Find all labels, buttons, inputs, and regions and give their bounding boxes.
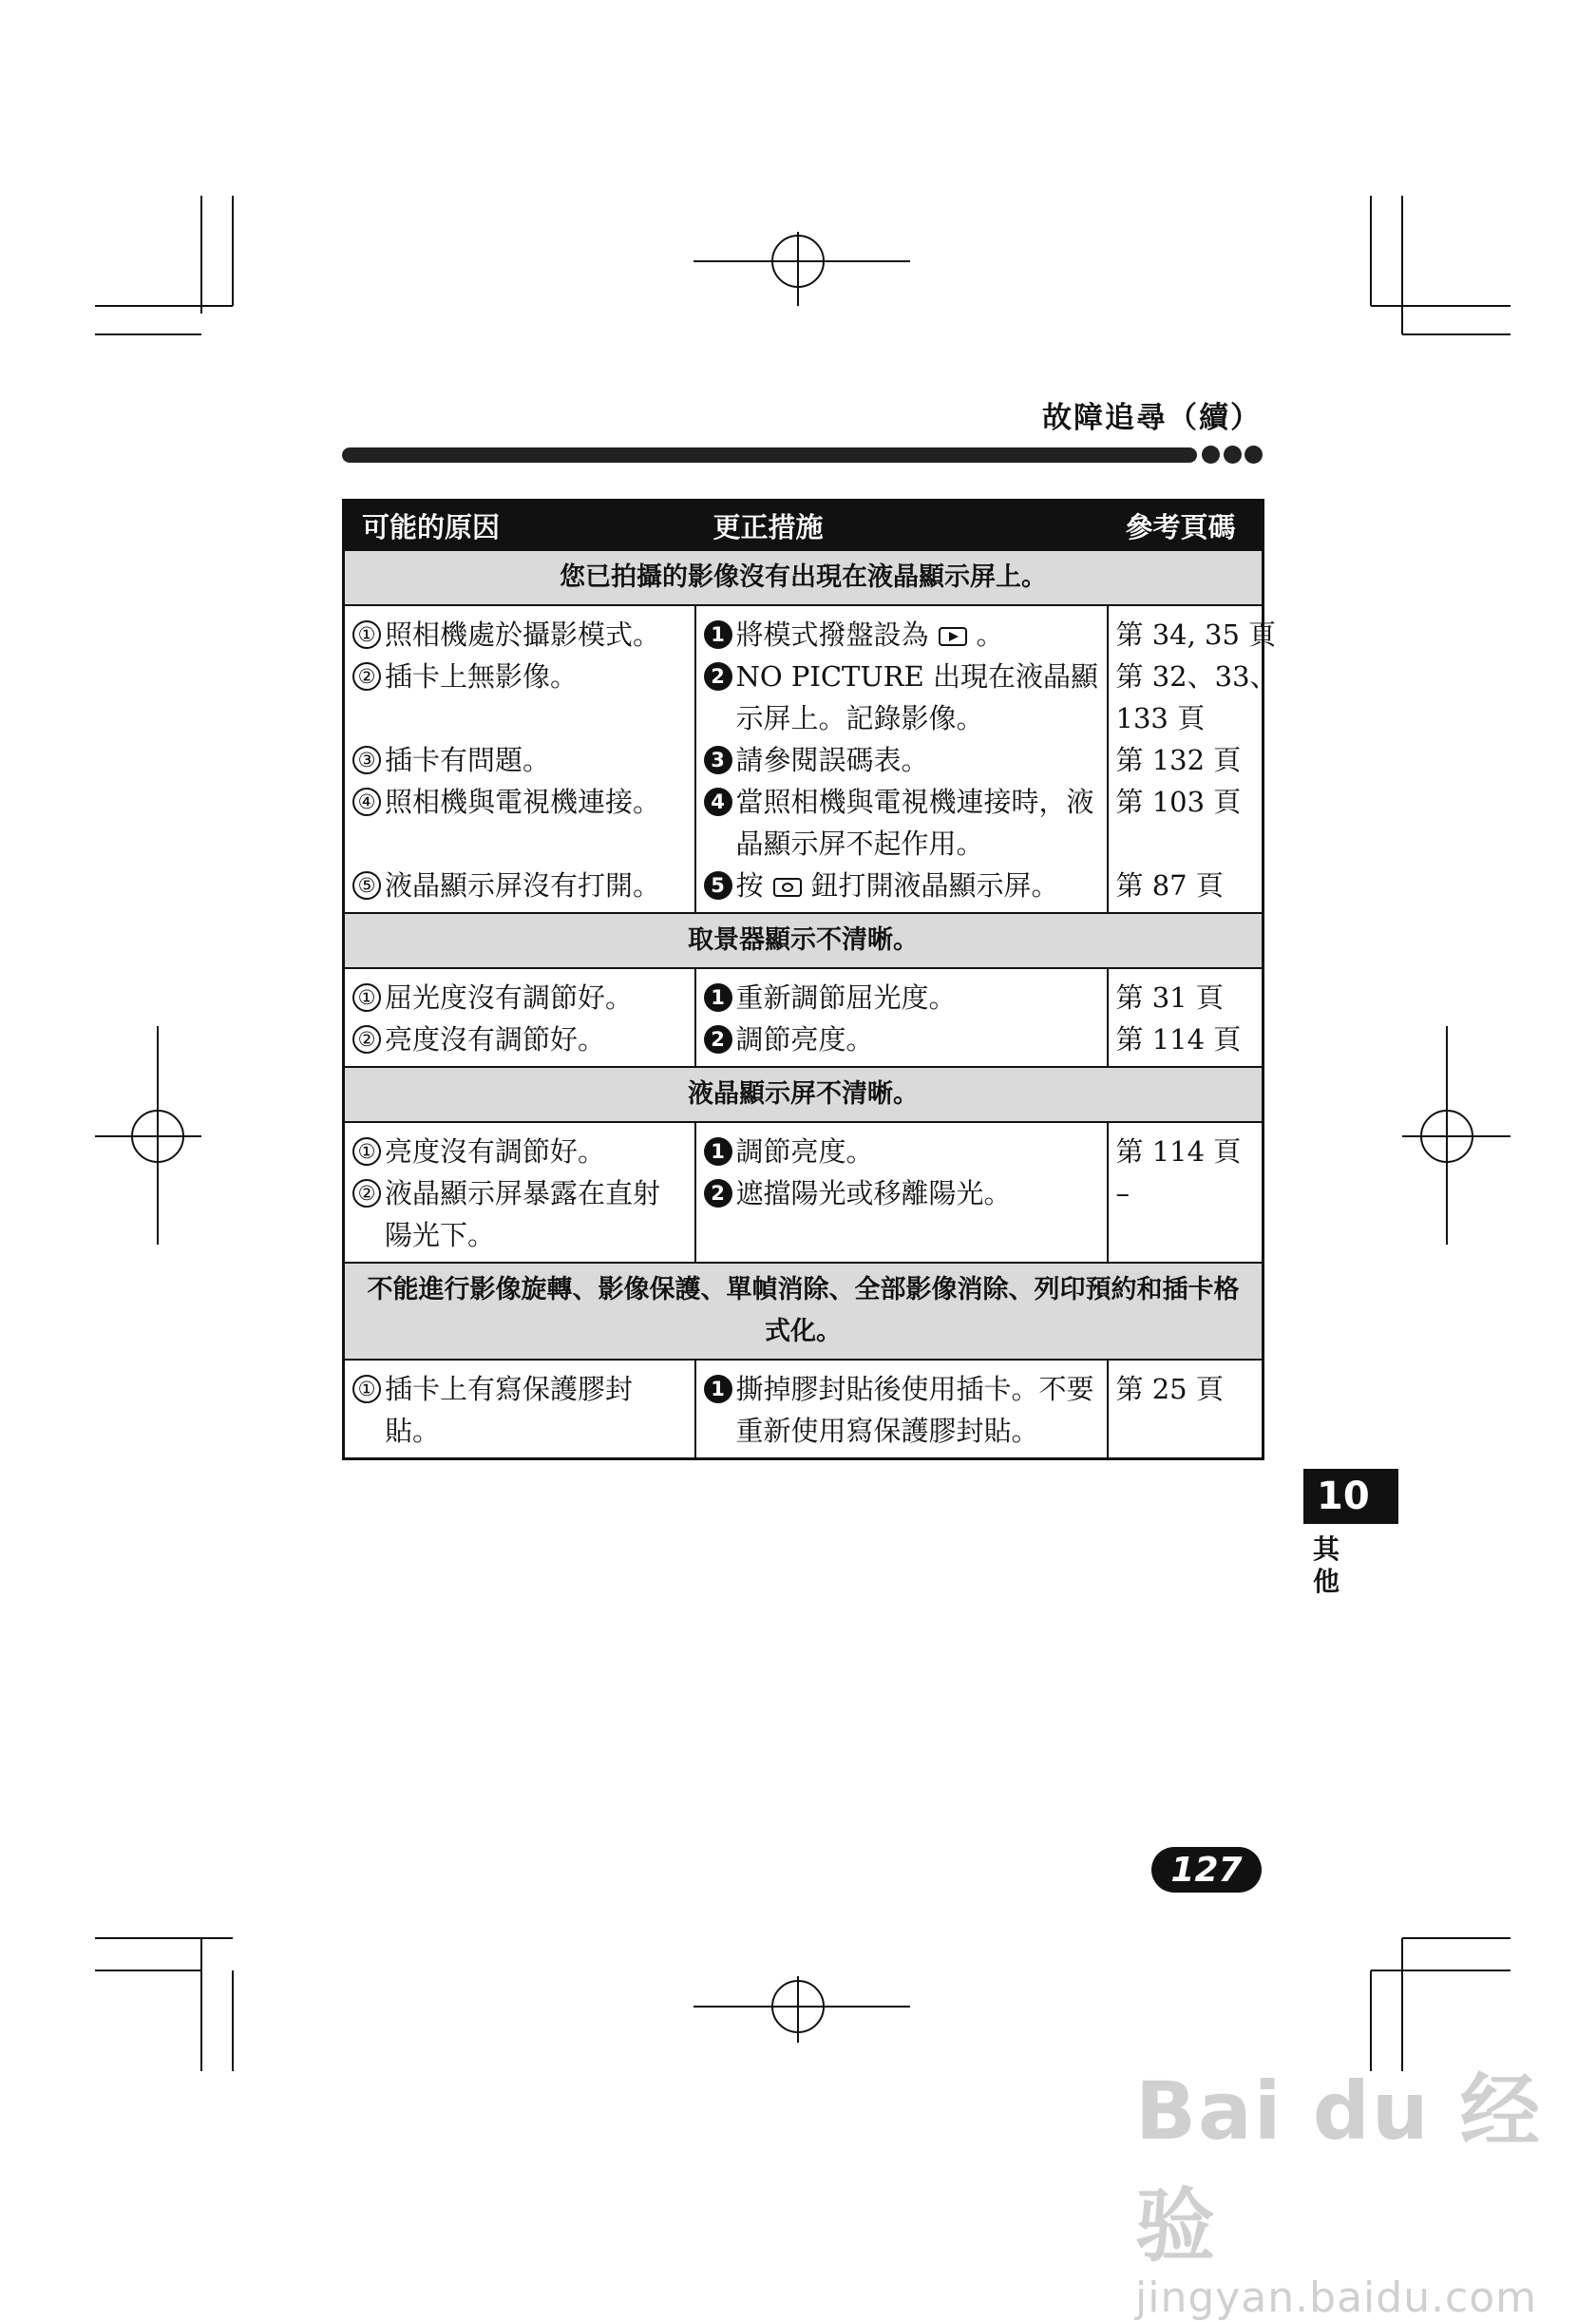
action-text-main: 請參閱誤碼表。 — [735, 744, 929, 776]
header-rule-dot — [1202, 446, 1220, 464]
cause-cell — [344, 1360, 695, 1459]
action-number-badge: 1 — [704, 983, 732, 1012]
table-row — [344, 1122, 1264, 1263]
chapter-tab-label-line: 他 — [1312, 1566, 1340, 1597]
action-number-badge: 1 — [704, 1375, 732, 1403]
action-text — [736, 781, 1099, 865]
reference-page: 第 34, 35 頁 — [1115, 619, 1277, 651]
action-text-main: NO PICTURE 出現在液晶顯示屏上。記錄影像。 — [735, 660, 1099, 734]
watermark-url: jingyan.baidu.com — [1135, 2274, 1538, 2322]
lcd-button-icon — [773, 878, 802, 897]
action-text — [736, 656, 1099, 739]
action-item — [704, 1131, 1099, 1172]
table-row — [344, 1360, 1264, 1459]
reference-page: 第 87 頁 — [1115, 869, 1224, 902]
cause-number-badge: ① — [352, 620, 381, 649]
action-cell — [695, 1360, 1108, 1459]
reference-page: 第 31 頁 — [1115, 981, 1224, 1014]
troubleshooting-table — [342, 499, 1278, 1460]
action-item — [704, 739, 1099, 781]
action-text-main: 撕掉膠封貼後使用插卡。不要重新使用寫保護膠封貼。 — [735, 1373, 1094, 1447]
action-number-badge: 2 — [704, 1179, 732, 1208]
reference-cell — [1108, 1122, 1264, 1263]
chapter-tab-label — [1309, 1533, 1343, 1598]
play-icon — [939, 627, 967, 646]
reference-page: 第 32、33、 133 頁 — [1115, 660, 1278, 734]
action-item — [704, 656, 1099, 739]
action-text — [736, 977, 1099, 1018]
reference-cell — [1108, 605, 1278, 913]
action-text-main: 按 — [735, 869, 764, 902]
action-number-badge: 4 — [704, 788, 732, 816]
cause-item — [352, 865, 687, 906]
section-row — [344, 550, 1264, 605]
cause-text: 屈光度沒有調節好。 — [385, 981, 634, 1014]
header-rule-dot — [1224, 446, 1242, 464]
action-text-main: 將模式撥盤設為 — [735, 619, 929, 651]
action-number-badge: 2 — [704, 1025, 732, 1054]
action-number-badge: 1 — [704, 1137, 732, 1166]
cause-item — [352, 1018, 687, 1060]
action-text — [736, 1368, 1099, 1452]
action-text — [736, 865, 1099, 906]
cause-text: 亮度沒有調節好。 — [385, 1023, 606, 1056]
cause-item — [352, 1368, 687, 1452]
action-item — [704, 1018, 1099, 1060]
section-row — [344, 913, 1264, 968]
action-text — [736, 1172, 1099, 1214]
section-title: 液晶顯示屏不清晰。 — [344, 1067, 1264, 1122]
cause-cell — [344, 605, 695, 913]
cause-text: 插卡上有寫保護膠封貼。 — [385, 1373, 634, 1447]
reference-cell — [1108, 968, 1264, 1067]
section-title: 您已拍攝的影像沒有出現在液晶顯示屏上。 — [344, 550, 1264, 605]
action-number-badge: 3 — [704, 746, 732, 774]
action-item — [704, 1368, 1099, 1452]
cause-number-badge: ② — [352, 662, 381, 691]
cause-item — [352, 739, 687, 781]
cause-number-badge: ⑤ — [352, 871, 381, 900]
reference-page: – — [1115, 1177, 1130, 1209]
section-row — [344, 1067, 1264, 1122]
cause-cell — [344, 968, 695, 1067]
header-rule-bar — [342, 447, 1197, 463]
table-row — [344, 605, 1264, 913]
cause-text: 液晶顯示屏暴露在直射陽光下。 — [385, 1177, 661, 1251]
column-header-reference: 參考頁碼 — [1108, 501, 1264, 551]
action-item — [704, 977, 1099, 1018]
chapter-tab: 10 — [1303, 1469, 1398, 1524]
action-item — [704, 865, 1099, 906]
reference-cell — [1108, 1360, 1264, 1459]
cause-cell — [344, 1122, 695, 1263]
page-header-title: 故障追尋（續） — [1042, 401, 1262, 435]
action-text-main: 調節亮度。 — [735, 1135, 874, 1168]
chapter-tab-label-line: 其 — [1312, 1533, 1340, 1565]
cause-number-badge: ① — [352, 983, 381, 1012]
action-cell — [695, 1122, 1108, 1263]
section-title: 取景器顯示不清晰。 — [344, 913, 1264, 968]
action-item — [704, 614, 1099, 656]
cause-item — [352, 1131, 687, 1172]
cause-item — [352, 781, 687, 865]
reference-page: 第 114 頁 — [1115, 1023, 1242, 1056]
reference-page: 第 25 頁 — [1115, 1373, 1224, 1405]
section-row — [344, 1263, 1264, 1360]
cause-number-badge: ① — [352, 1375, 381, 1403]
cause-text: 插卡上無影像。 — [385, 660, 579, 693]
action-text-suffix: 鈕打開液晶顯示屏。 — [810, 869, 1059, 902]
table-row — [344, 968, 1264, 1067]
header-rule — [342, 445, 1262, 466]
cause-item — [352, 656, 687, 739]
reference-page: 第 132 頁 — [1115, 744, 1242, 776]
action-item — [704, 781, 1099, 865]
action-item — [704, 1172, 1099, 1256]
cause-number-badge: ③ — [352, 746, 381, 774]
action-text-main: 重新調節屈光度。 — [735, 981, 957, 1014]
header-rule-dot — [1244, 446, 1263, 464]
action-text — [736, 1018, 1099, 1060]
cause-text: 插卡有問題。 — [385, 744, 551, 776]
action-number-badge: 5 — [704, 871, 732, 900]
cause-text: 照相機處於攝影模式。 — [385, 619, 661, 651]
table-header-row — [344, 501, 1264, 551]
action-number-badge: 2 — [704, 662, 732, 691]
cause-number-badge: ② — [352, 1025, 381, 1054]
cause-text: 亮度沒有調節好。 — [385, 1135, 606, 1168]
cause-number-badge: ④ — [352, 788, 381, 816]
reference-page: 第 103 頁 — [1115, 786, 1242, 818]
watermark — [1135, 2047, 1596, 2322]
action-text — [736, 1131, 1099, 1172]
action-text-main: 調節亮度。 — [735, 1023, 874, 1056]
cause-item — [352, 614, 687, 656]
action-number-badge: 1 — [704, 620, 732, 649]
action-text-suffix: 。 — [976, 619, 1004, 651]
cause-number-badge: ① — [352, 1137, 381, 1166]
action-text — [736, 614, 1099, 656]
section-title: 不能進行影像旋轉、影像保護、單幀消除、全部影像消除、列印預約和插卡格式化。 — [344, 1263, 1264, 1360]
cause-number-badge: ② — [352, 1179, 381, 1208]
cause-item — [352, 977, 687, 1018]
column-header-action: 更正措施 — [695, 501, 1108, 551]
cause-item — [352, 1172, 687, 1256]
page-number: 127 — [1151, 1847, 1262, 1893]
action-text-main: 當照相機與電視機連接時，液晶顯示屏不起作用。 — [735, 786, 1094, 860]
reference-page: 第 114 頁 — [1115, 1135, 1242, 1168]
action-cell — [695, 605, 1108, 913]
action-text-main: 遮擋陽光或移離陽光。 — [735, 1177, 1012, 1209]
cause-text: 液晶顯示屏沒有打開。 — [385, 869, 661, 902]
action-cell — [695, 968, 1108, 1067]
column-header-cause: 可能的原因 — [344, 501, 695, 551]
watermark-logo: Bai du 经验 — [1135, 2065, 1542, 2273]
action-text — [736, 739, 1099, 781]
cause-text: 照相機與電視機連接。 — [385, 786, 661, 818]
